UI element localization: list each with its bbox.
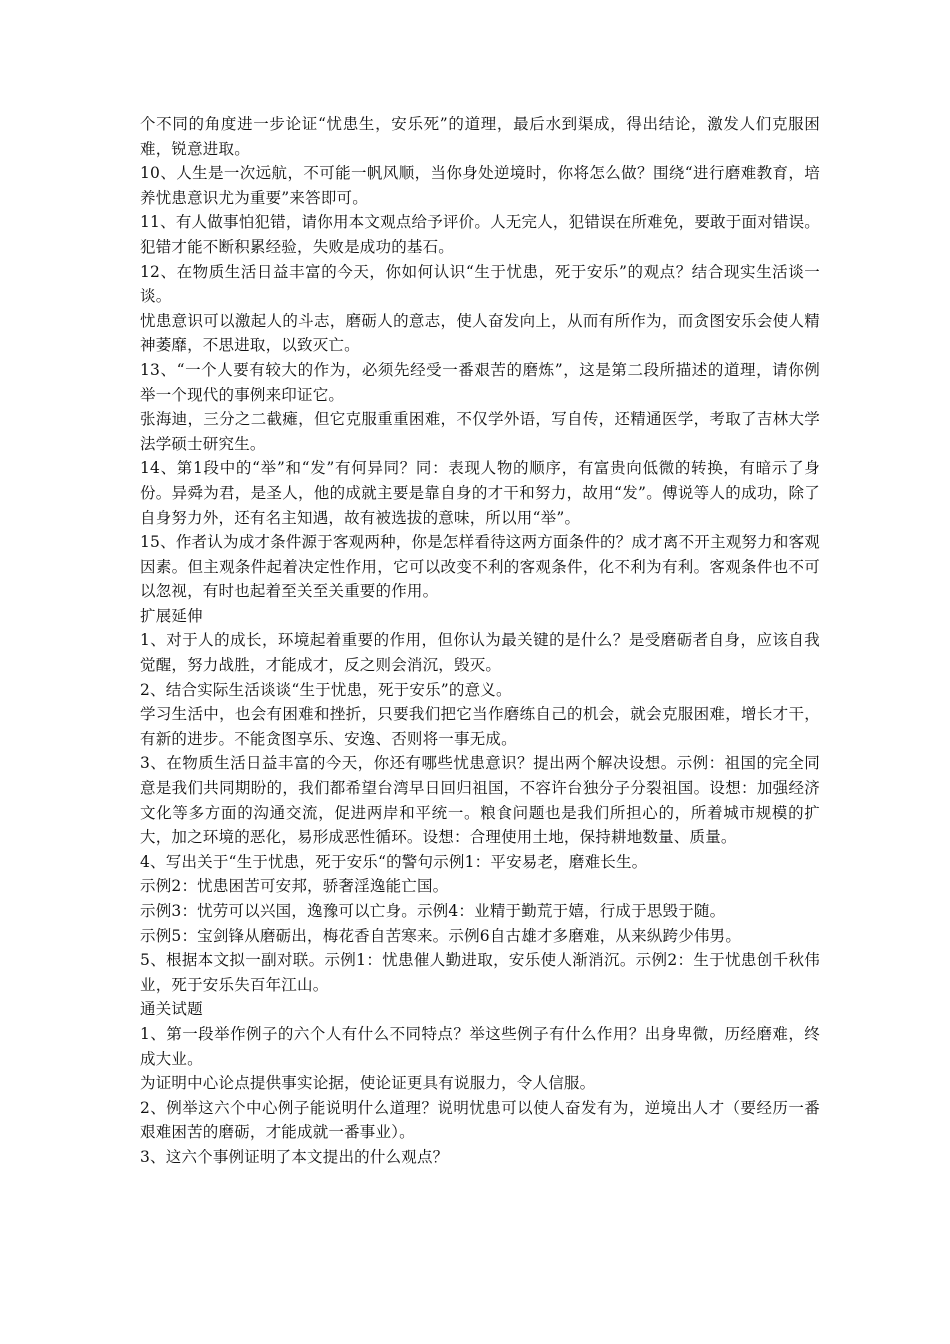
extension-question-2: 2、结合实际生活谈谈“生于忧患，死于安乐”的意义。 xyxy=(140,680,512,699)
question-10: 10、人生是一次远航，不可能一帆风顺，当你身处逆境时，你将怎么做？围绕“进行磨难教育，培养忧患意识尤为重要”来答即可。 xyxy=(140,164,820,207)
answer-12: 忧患意识可以激起人的斗志，磨砺人的意志，使人奋发向上，从而有所作为，而贪图安乐会使人精神萎靡，不思进取，以致灭亡。 xyxy=(140,311,820,355)
quiz-question-1: 1、第一段举作例子的六个人有什么不同特点？举这些例子有什么作用？出身卑微，历经磨难，终成大业。 xyxy=(140,1024,820,1068)
section-heading-quiz: 通关试题 xyxy=(140,1000,203,1019)
paragraph-continuation: 个不同的角度进一步论证“忧患生，安乐死”的道理，最后水到渠成，得出结论，激发人们克服困难，锐意进取。 xyxy=(140,115,820,158)
extension-question-1: 1、对于人的成长，环境起着重要的作用，但你认为最关键的是什么？是受磨砺者自身，应该自我觉醒，努力战胜，才能成才，反之则会消沉，毁灭。 xyxy=(140,631,820,675)
question-14: 14、第1段中的“举”和“发”有何异同？同：表现人物的顺序，有富贵向低微的转换，有暗示了身份。异舜为君，是圣人，他的成就主要是靠自身的才干和努力，故用“发”。傅说等人的成功，除了自身努力外，还有名主知遇，故有被选拔的意味，所以用“举”。 xyxy=(140,459,820,527)
extension-answer-2: 学习生活中，也会有困难和挫折，只要我们把它当作磨练自己的机会，就会克服困难，增长才干，有新的进步。不能贪图享乐、安逸、否则将一事无成。 xyxy=(140,705,820,748)
question-13: 13、“一个人要有较大的作为，必须先经受一番艰苦的磨炼”，这是第二段所描述的道理，请你例举一个现代的事例来印证它。 xyxy=(140,360,820,404)
question-11: 11、有人做事怕犯错，请你用本文观点给予评价。人无完人，犯错误在所难免，要敢于面对错误。犯错才能不断积累经验，失败是成功的基石。 xyxy=(140,213,820,256)
example-3-4: 示例3：忧劳可以兴国，逸豫可以亡身。示例4：业精于勤荒于嬉，行成于思毁于随。 xyxy=(140,902,726,920)
quiz-question-2: 2、例举这六个中心例子能说明什么道理？说明忧患可以使人奋发有为，逆境出人才（要经历一番艰难困苦的磨砺，才能成就一番事业）。 xyxy=(140,1098,820,1142)
extension-question-3: 3、在物质生活日益丰富的今天，你还有哪些忧患意识？提出两个解决设想。示例：祖国的完全同意是我们共同期盼的，我们都希望台湾早日回归祖国，不容许台独分子分裂祖国。设想：加强经济文化等多方面的沟通交流，促进两岸和平统一。粮食问题也是我们所担心的，所着城市规模的扩大，加之环境的恶化，易形成恶性循环。设想：合理使用土地，保持耕地数量、质量。 xyxy=(140,754,820,847)
question-15: 15、作者认为成才条件源于客观两种，你是怎样看待这两方面条件的？成才离不开主观努力和客观因素。但主观条件起着决定性作用，它可以改变不利的客观条件，化不利为有利。客观条件也不可以忽视，有时也起着至关至关重要的作用。 xyxy=(140,533,820,601)
example-2: 示例2：忧患困苦可安邦，骄奢淫逸能亡国。 xyxy=(140,877,449,896)
extension-question-5: 5、根据本文拟一副对联。示例1：忧患催人勤进取，安乐使人渐消沉。示例2：生于忧患创千秋伟业，死于安乐失百年江山。 xyxy=(140,951,820,994)
example-5-6: 示例5：宝剑锋从磨砺出，梅花香自苦寒来。示例6自古雄才多磨难，从来纵跨少伟男。 xyxy=(140,926,742,945)
answer-13: 张海迪，三分之二截瘫，但它克服重重困难，不仅学外语，写自传，还精通医学，考取了吉林大学法学硕士研究生。 xyxy=(140,410,820,453)
document-body xyxy=(140,112,820,1170)
quiz-question-3: 3、这六个事例证明了本文提出的什么观点？ xyxy=(140,1147,449,1166)
extension-question-4: 4、写出关于“生于忧患，死于安乐“的警句示例1：平安易老，磨难长生。 xyxy=(140,852,648,871)
question-12: 12、在物质生活日益丰富的今天，你如何认识“生于忧患，死于安乐”的观点？结合现实生活谈一谈。 xyxy=(140,262,820,306)
quiz-answer-1: 为证明中心论点提供事实论据，使论证更具有说服力，令人信服。 xyxy=(140,1074,596,1093)
section-heading-extension: 扩展延伸 xyxy=(140,606,203,625)
